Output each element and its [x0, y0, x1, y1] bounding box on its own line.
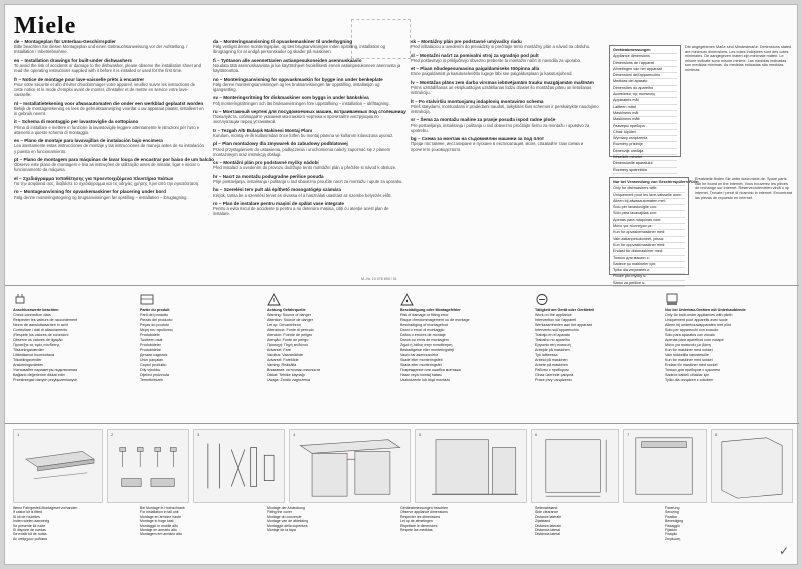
- strip-row: Apenas para aparelhos com rodapé: [665, 338, 724, 342]
- strip-row: Díly výrobku: [140, 368, 161, 372]
- strip-row: Skada eller monteringsfel: [400, 363, 442, 367]
- footer-row: Στερέωση: [665, 536, 681, 541]
- entry-heading: tr – Tezgah Altı Bulaşık Makinesi Montaj Planı: [213, 127, 313, 133]
- strip-row: Trabalho no aparelho: [535, 338, 570, 342]
- strip-row: Neem de aansluitwaarden in acht: [13, 323, 68, 327]
- entry-text: Για την ασφάλειά σας, διαβάστε το σχεδιάγραμμα και τις οδηγίες χρήσης πριν από την εγκατάσταση.: [14, 180, 200, 186]
- work-strip: [535, 308, 655, 383]
- footer-note-3: [267, 506, 387, 532]
- language-entry: [14, 189, 204, 199]
- compatibility-row: Nur bei Verwendung von Geschirrspülern Fülle:: [613, 180, 685, 186]
- language-entry: [213, 174, 403, 184]
- entry-heading: et – Plaan nõudepesumasina paigaldamiseks tööpinna alla: [411, 66, 540, 72]
- strip-row: Prace przy urządzeniu: [535, 378, 572, 382]
- language-entry: [213, 201, 403, 217]
- footer-row: Seitenabstand: [535, 506, 558, 510]
- entry-text: To avoid the risk of accidents or damage to the dishwasher, please observe the installation sheet and read the operating instructions supplied with it before it is installed or used for the first time.: [14, 63, 201, 74]
- connection-strip: [13, 308, 133, 383]
- strip-row: Observe os valores de ligação: [13, 338, 63, 342]
- footer-row: Rispettare le dimensioni: [400, 523, 438, 528]
- strip-row: Beschadiging of montagefout: [400, 323, 448, 327]
- strip-row: Attention: Source de danger: [267, 318, 313, 322]
- entry-text: Преди поставяне, инсталиране и пускане в експлоатация, моля, спазвайте тази схема и прочетете ръководството.: [411, 141, 584, 152]
- strip-row: Varning: Riskkälla: [267, 363, 297, 367]
- strip-row: Arbejde på maskinen: [535, 348, 570, 352]
- power-plug-icon: [13, 293, 27, 306]
- strip-row: Varoitus: Vaaranlähde: [267, 353, 303, 357]
- entry-text: Pentru a evita riscul de accidente și pentru a nu deteriora mașina, citiți cu atenție acest plan de instalare.: [213, 206, 389, 217]
- footer-row: Respete las medidas: [400, 528, 433, 533]
- footer-row: Montaggio in mobile alto: [140, 523, 178, 528]
- dimension-row: Rozmery spotrebiča: [613, 168, 677, 174]
- strip-row: Danos ou erros de montagem: [400, 338, 449, 342]
- strip-row: Bağlantı değerlerine dikkat edin: [13, 373, 65, 377]
- entry-heading: pl – Plan montażowy dla zmywarek do zabudowy podblatowej: [213, 141, 348, 147]
- entry-heading: fi – Työtason alle asennettavien astianpesukoneiden asennuskaavio: [213, 57, 362, 63]
- strip-row: Beschädigung oder Montagefehler: [400, 308, 461, 312]
- entry-heading: de – Montageplan für Unterbau-Geschirrspüler: [14, 39, 116, 44]
- strip-row: Εργασία στη συσκευή: [535, 343, 571, 347]
- footer-row: Montagem em armário alto: [140, 532, 182, 537]
- strip-row: Uniquement pour appareils avec socle: [665, 318, 728, 322]
- brand-logo: Miele: [14, 13, 77, 39]
- entry-heading: sr – Šema za montažu mašine za pranje posuđa ispod radne ploče: [411, 117, 556, 123]
- entry-heading: ro – Montageanvisning för opvaskemaskiner for placering under bord: [14, 189, 166, 195]
- strip-row: Endast för maskiner med sockel: [665, 363, 718, 367]
- footer-note-5: [535, 506, 655, 537]
- entry-heading: nl – Installatietekening voor afwasautomaten die onder een werkblad geplaatst worden: [14, 100, 204, 106]
- dimension-row: Appliance dimensions: [613, 54, 677, 60]
- language-entry: [14, 77, 204, 98]
- strip-row: Kun for maskiner med sokkel: [665, 348, 713, 352]
- strip-row: Повреждение или ошибка монтажа: [400, 368, 461, 372]
- warning-strip: [267, 308, 387, 383]
- language-entry: [411, 117, 601, 133]
- strip-row: Produktdelar: [140, 348, 161, 352]
- strip-row: Respecter les valeurs de raccordement: [13, 318, 78, 322]
- strip-row: Only for built-under appliances with plinth: [665, 313, 733, 317]
- language-entry: [14, 138, 204, 154]
- strip-row: Produktdele: [140, 333, 160, 337]
- language-entry: [14, 176, 204, 186]
- footer-row: Bei Montage in Hochschrank: [140, 506, 185, 510]
- language-entry: [14, 39, 204, 55]
- footer-row: Side clearance: [535, 510, 559, 515]
- warning-icon: [267, 293, 281, 306]
- language-entry: [213, 160, 403, 170]
- installation-sheet: [4, 4, 798, 565]
- footer-row: Fixação: [665, 532, 678, 537]
- strip-row: Przestrzegać danych przyłączeniowych: [13, 378, 78, 382]
- strip-row: Advarsel: Fare: [267, 348, 291, 352]
- strip-row: Solo per apparecchi con zoccolo: [665, 328, 719, 332]
- strip-row: Μόνο για συσκευές με βάση: [665, 343, 711, 347]
- entry-text: Pirms uzstādīšanas un ekspluatācijas uzsākšanas lūdzu izlasiet šo montāžas plānu un lietošanas instrukciju.: [411, 84, 592, 96]
- strip-row: Trabajo en el aparato: [535, 333, 570, 337]
- compatibility-row: Sólo para lavavajillas con:: [613, 211, 685, 217]
- strip-row: Vain sokkelilla varustetuille: [665, 353, 709, 357]
- footer-row: Bevestiging: [665, 519, 684, 524]
- entry-heading: sv – Monteringsritning för diskmaskiner som byggs in under bänkskiva: [213, 95, 369, 101]
- entry-text: Pour votre sécurité et afin d'éviter d'endommager votre appareil, veuillez suivre les instructions de cette notice et le mode d'emploi avant de monter, d'installer et de mettre en service votre lave-vaisselle.: [14, 81, 196, 98]
- footer-row: Αν υπάρχουν ροδάκια: [13, 536, 48, 541]
- entry-text: Pre postavljanja, instaliranja i puštanja u rad obavezno pročitajte šemu za montažu i uputstvo za upotrebu.: [411, 122, 590, 133]
- strip-row: Piezas del producto: [140, 318, 173, 322]
- entry-text: Lea atentamente estas instrucciones de montaje y las instrucciones de manejo antes de su instalación y puesta en funcionamiento.: [14, 143, 204, 154]
- document-code: M.-Nr. 10 078 690 / 01: [361, 277, 397, 281]
- language-entry: [213, 39, 403, 55]
- entry-text: Følg venligst denne monteringsplan, og læs brugsanvisningen inden opstilling, installation og ibrugtagning for at undgå personskader og skader på maskinen.: [213, 44, 386, 55]
- entry-text: Prije postavljanja, instaliranja i puštanja u rad obavezno proučite nacrt za montažu i upute za uporabu.: [213, 178, 403, 184]
- dimension-row: Rozměry přístroje: [613, 142, 677, 148]
- entry-text: Pred postavitvijo in priključitvijo obvezno preberite ta montažni načrt in navodila za uporabo.: [411, 57, 582, 63]
- entry-heading: ru – Монтажный чертеж для посудомоечных машин, встраиваемых под столешницу: [213, 108, 406, 114]
- damage-icon: [400, 293, 414, 306]
- strip-row: Alleen bij onderbouwapparaten met plint: [665, 323, 731, 327]
- entry-text: Prima di installare e mettere in funzione la lavastoviglie leggere attentamente le istruzioni per l'uso e attenersi a questo schema di montaggio.: [14, 124, 200, 135]
- dimension-row: Laitteen mitat: [613, 105, 677, 111]
- checkmark-icon: ✓: [778, 544, 789, 558]
- divider-line: [5, 285, 799, 286]
- footer-row: Fissaggio: [665, 523, 680, 528]
- entry-heading: it – Schema di montaggio per lavastoviglie da sottopiano: [14, 119, 139, 125]
- pictogram-number: 1: [17, 432, 20, 437]
- language-entry: [213, 58, 403, 74]
- strip-row: Anslutningsvärden: [13, 363, 44, 367]
- entry-text: Před instalací a uvedením do provozu dodržujte tento montážní plán a přečtěte si návod k obsluze.: [213, 165, 397, 171]
- footer-row: Zijafstand: [535, 519, 551, 524]
- parts-icon: [140, 293, 154, 306]
- entry-text: Följ monteringsritningen och läs bruksanvisningen före uppställning – installation – idrifttagning.: [213, 100, 390, 106]
- pictogram-number: 8: [715, 432, 718, 437]
- strip-row: Produktdeler: [140, 343, 161, 347]
- strip-row: Tuotteen osat: [140, 338, 163, 342]
- language-column-3: [411, 39, 601, 155]
- pictogram-number: 5: [419, 432, 422, 437]
- strip-row: Учитывайте параметры подключения: [13, 368, 78, 372]
- strip-row: Работы с прибором: [535, 368, 569, 372]
- damage-strip: [400, 308, 525, 383]
- entry-heading: lv – Montāžas plāns zem darba virsmas iebūvējamām trauku mazgājamām mašīnām: [411, 79, 594, 85]
- entry-heading: da – Monteringsanvisning til opvaskemaskiner til underbygning: [213, 39, 353, 44]
- language-entry: [14, 101, 204, 117]
- entry-heading: en – Installation drawings for built-under dishwashers: [14, 57, 132, 63]
- dimensions-box: [609, 45, 681, 172]
- compatibility-row: Alleen bij afwasautomaten met:: [613, 199, 685, 205]
- dimension-row: Διαστάσεις της συσκευής: [613, 92, 677, 98]
- language-entry: [14, 58, 204, 74]
- dimension-row: Dimensiunile aparatului: [613, 161, 677, 167]
- strip-row: Dikkat: Tehlike kaynağı: [267, 373, 305, 377]
- entry-text: Følg denne monteringstegning og brugsanvisningen før opstilling – installation – ibrugtagning.: [14, 194, 188, 200]
- footer-row: Fixierung: [665, 506, 680, 510]
- strip-row: Προσοχή: Πηγή κινδύνου: [267, 343, 309, 347]
- strip-row: Dijelovi proizvoda: [140, 373, 169, 377]
- entry-text: Prieš statydami, montuodami ir pradėdami naudoti, laikykitės šios schemos ir perskaitykite naudojimo instrukciją.: [411, 103, 599, 114]
- footer-row: Distance latérale: [535, 514, 562, 519]
- dimension-row: Medidas del aparato: [613, 79, 677, 85]
- pictogram-side: [711, 429, 793, 503]
- dimension-row: Wymiary urządzenia: [613, 136, 677, 142]
- footer-row: Wenn Fahrgestell-Montageset vorhanden: [13, 506, 78, 510]
- entry-heading: es – Plano de montaje para lavavajillas de instalación bajo encimera: [14, 138, 163, 144]
- strip-row: Peças do produto: [140, 323, 169, 327]
- compatibility-box: [609, 177, 700, 285]
- entry-heading: pt – Plano de montagem para máquinas de lavar louça de encastrar por baixo de um balcão: [14, 156, 214, 162]
- footer-row: Si dispone de ruedas: [13, 528, 46, 533]
- strip-row: Hasar veya montaj hatası: [400, 373, 442, 377]
- language-entry: [411, 53, 601, 63]
- pictogram-number: 6: [535, 432, 538, 437]
- compatibility-row: Kun for opvaskemaskiner med:: [613, 230, 685, 236]
- strip-row: Intervento sull'apparecchio: [535, 328, 579, 332]
- strip-row: Tilslutningsværdier: [13, 348, 44, 352]
- strip-row: Työ laitteessa: [535, 353, 558, 357]
- strip-row: Uwaga: Źródło zagrożenia: [267, 378, 311, 382]
- dimension-row: Készülék méretei: [613, 155, 677, 161]
- compatibility-row: Solo per lavastoviglie con:: [613, 205, 685, 211]
- strip-row: Atenção: Fonte de perigo: [267, 338, 309, 342]
- strip-row: Risque d'endommagement ou de montage: [400, 318, 470, 322]
- strip-row: Kun for maskiner med sokkel: [665, 358, 713, 362]
- strip-row: Daños o errores de montaje: [400, 333, 446, 337]
- language-entry: [411, 39, 601, 49]
- strip-row: Vaurio tai asennusvirhe: [400, 353, 439, 357]
- compatibility-row: Apenas para máquinas com:: [613, 218, 685, 224]
- pictogram-front: [623, 429, 707, 503]
- compatibility-row: Samo za perilice s:: [613, 281, 685, 287]
- footer-row: Fijación: [665, 528, 678, 533]
- spare-parts-note: Ersatzteile finden Sie unter www.miele.de. Spare parts can be found on the Internet. Vous trouverez les pièces de rechange sur Internet. Reserveonderdelen vindt u op internet. Trovate i pezzi di ricambio in internet. Encontrará las piezas de repuesto en internet.: [695, 177, 793, 200]
- strip-row: Sadece kaideli cihazlar için: [665, 373, 710, 377]
- language-entry: [213, 141, 403, 157]
- strip-row: Risk of damage or fitting error: [400, 313, 449, 317]
- strip-row: Achtung Gefahrquelle: [267, 308, 306, 312]
- footer-row: Montaggio della copertura: [267, 523, 308, 528]
- footer-row: Montage in hoge kast: [140, 519, 174, 524]
- strip-row: Let op: Gevarenbron: [267, 323, 301, 327]
- footer-row: Se existir kit de rodas: [13, 532, 47, 537]
- footer-row: Montage du couvercle: [267, 514, 302, 519]
- footer-row: Fixation: [665, 514, 678, 519]
- strip-row: Atención: Fuente de peligro: [267, 333, 313, 337]
- language-entry: [213, 108, 406, 125]
- footer-row: If castor kit is fitted: [13, 510, 42, 515]
- compatibility-row: Endast för diskmaskiner med:: [613, 249, 685, 255]
- strip-row: Parti del prodotto: [140, 313, 169, 317]
- entry-text: Przed przystąpieniem do ustawienia, podłączenia i uruchomienia należy zapoznać się z planem montażowym oraz instrukcją obsługi.: [213, 146, 391, 157]
- footer-row: Montage der Abdeckung: [267, 506, 305, 510]
- footer-row: Let op de afmetingen: [400, 519, 433, 524]
- language-entry: [213, 128, 403, 138]
- strip-row: Детали изделия: [140, 353, 168, 357]
- entry-heading: hr – Nacrt za montažu podugradne perilice posuđa: [213, 173, 324, 179]
- pictogram-number: 4: [293, 432, 296, 437]
- footer-note-2: [140, 506, 260, 537]
- footer-note-6: [665, 506, 785, 541]
- dimension-row: Dimenzije uređaja: [613, 149, 677, 155]
- strip-row: Części produktu: [140, 363, 167, 367]
- language-entry: [411, 66, 601, 76]
- language-entry: [411, 99, 601, 115]
- strip-row: Uszkodzenie lub błąd montażu: [400, 378, 451, 382]
- entry-heading: fr – Notice de montage pour lave-vaisselle prêts à encastrer: [14, 76, 145, 82]
- footer-row: For installation in tall unit: [140, 510, 179, 515]
- pictogram-dimensions: [531, 429, 619, 503]
- entry-heading: hu – Szerelési terv pult alá építhető mosogatógép számára: [213, 187, 341, 193]
- strip-row: Sólo para aparatos con zócalo: [665, 333, 715, 337]
- strip-row: Partie du produit: [140, 308, 170, 312]
- footer-row: Montaje de la tapa: [267, 528, 296, 533]
- language-column-1: [14, 39, 214, 203]
- pictogram-shelf: [13, 429, 103, 503]
- compatibility-row: Только для машин с:: [613, 256, 685, 262]
- entry-text: Bitte beachten Sie diesen Montageplan und einen Gebrauchsanweisung vor der Aufstellung. / Installation / Inbetriebnahme.: [14, 44, 188, 55]
- strip-row: Ζημιά ή λάθος στην τοποθέτηση: [400, 343, 453, 347]
- divider-line: [5, 423, 799, 424]
- pictogram-number: 7: [627, 432, 630, 437]
- entry-text: Kurulum, montaj ve ilk kullanımdan önce lütfen bu montaj planına ve kullanım kılavuzuna uyunuz.: [213, 132, 394, 138]
- entry-heading: sl – Montažni načrt za pomivalni stroj za vgradnjo pod pult: [411, 52, 539, 58]
- dimensions-note: Die angegebenen Maße sind Mindestmaße. Dimensions stated are minimum dimensions. Les cotes indiquées sont des cotes minimales. De aangegeven maten zijn minimale maten. Le misure indicate sono misure minime. Las medidas indicadas son medidas mínimas. As medidas indicadas são medidas mínimas.: [685, 45, 792, 72]
- strip-row: Controllare i dati di allacciamento: [13, 328, 68, 332]
- pictogram-tools: [193, 429, 285, 503]
- strip-row: Danni o errori di montaggio: [400, 328, 445, 332]
- footer-row: Montage en armoire haute: [140, 514, 182, 519]
- strip-row: Cihaz üzerinde çalışma: [535, 373, 574, 377]
- footer-row: Se presente kit ruote: [13, 523, 46, 528]
- strip-row: Προσέξτε τις τιμές σύνδεσης: [13, 343, 60, 347]
- strip-row: Beskadigelse eller monteringsfejl: [400, 348, 454, 352]
- footer-row: Respecter les dimensions: [400, 514, 441, 519]
- strip-row: Skade eller monteringsfeil: [400, 358, 443, 362]
- entry-text: Noudata tätä asennuskaaviota ja lue käyttöohjeet huolellisesti ennen astianpesukoneen asennusta ja käyttöönottoa.: [213, 63, 401, 74]
- parts-strip: [140, 308, 260, 383]
- entry-text: Пожалуйста, соблюдайте указания монтажного чертежа и прочитайте инструкцию по эксплуатации перед установкой.: [213, 114, 379, 125]
- strip-row: Tätigkeit am Gerät oder Geräteteil: [535, 308, 595, 312]
- pictogram-number: 2: [111, 432, 114, 437]
- strip-row: ¡Respete los valores de conexión!: [13, 333, 69, 337]
- plinth-icon: [665, 293, 679, 306]
- dimension-row: Maskinens mått: [613, 117, 677, 123]
- pictogram-leveling: [415, 429, 527, 503]
- footer-row: Fitting the cover: [267, 510, 292, 515]
- entry-text: Pred inštaláciou a uvedením do prevádzky si prečítajte tento montážny plán a návod na obsluhu.: [411, 44, 591, 50]
- footer-row: Montage van de afdekking: [267, 519, 309, 524]
- strip-row: Только для приборов с цоколем: [665, 368, 720, 372]
- dimension-row: Maskinens mål: [613, 111, 677, 117]
- entry-heading: no – Monteringsanvisning for oppvaskmaskin for bygge inn under benkeplate: [213, 76, 383, 82]
- entry-heading: lt – Po stalviršiu montuojamų indaplovių montavimo schema: [411, 98, 544, 104]
- strip-row: Tylko dla urządzeń z cokołem: [665, 378, 714, 382]
- footer-row: Distancia lateral: [535, 528, 560, 533]
- language-entry: [213, 187, 403, 197]
- strip-row: Advarsel: Farekilde: [267, 358, 299, 362]
- strip-row: Nur bei Unterbau-Geräten mit Unterbaublende: [665, 308, 746, 312]
- compatibility-row: Only for dishwashers with:: [613, 186, 685, 192]
- pictogram-number: 3: [197, 432, 200, 437]
- entry-text: Kérjük, tartsa be a szerelési tervet és olvassa el a használati utasítást az üzembe helyezés előtt.: [213, 192, 392, 198]
- strip-row: Intervention sur l'appareil: [535, 318, 577, 322]
- plinth-strip: [665, 308, 793, 383]
- footer-row: Securing: [665, 510, 679, 515]
- footer-note-4: [400, 506, 525, 532]
- language-entry: [411, 136, 601, 152]
- dimension-row: Dimensioni dell'apparecchio: [613, 73, 677, 79]
- footer-row: Geräteabmessungen beachten: [400, 506, 449, 510]
- compatibility-row: Tylko dla zmywarek z:: [613, 268, 685, 274]
- strip-row: Ürün parçaları: [140, 358, 164, 362]
- compatibility-row: Pouze pro myčky s:: [613, 274, 685, 280]
- strip-row: Arbeid på maskinen: [535, 358, 568, 362]
- dimension-row: Apparatets mål: [613, 98, 677, 104]
- pictogram-screws: [107, 429, 189, 503]
- dimension-row: Geräteabmessungen: [613, 48, 677, 54]
- strip-row: Μέρη του προϊόντος: [140, 328, 174, 332]
- compatibility-row: Sadece şu makineler için:: [613, 262, 685, 268]
- language-entry: [14, 156, 214, 173]
- pictogram-cabinet-measure: [289, 429, 411, 503]
- footer-note-1: [13, 506, 133, 541]
- entry-heading: bg – Схема за монтаж на съдомиялни машини за под плот: [411, 136, 545, 142]
- dimension-row: Cihaz ölçüleri: [613, 130, 677, 136]
- strip-row: Warning: Source of danger: [267, 313, 311, 317]
- footer-row: Si kit de roulettes: [13, 514, 40, 519]
- entry-text: Bekijk de montagetekening en lees de gebruiksaanwijzing voordat u uw apparaat plaatst, installeert en in gebruik neemt.: [14, 105, 204, 116]
- strip-row: Werkzaamheden aan het apparaat: [535, 323, 592, 327]
- language-entry: [14, 119, 204, 135]
- entry-heading: el – Σχεδιάγραμμα τοποθέτησης για προεντοιχιζόμενα πλυντήρια πιάτων: [14, 175, 174, 181]
- entry-text: Følg denne monteringsanvisningen og les bruksanvisningen før oppstilling, installasjon og igangsetting.: [213, 81, 380, 92]
- dimension-row: Размеры прибора: [613, 124, 677, 130]
- language-entry: [213, 95, 403, 105]
- footer-row: Observe appliance dimensions: [400, 510, 448, 515]
- strip-row: Attenzione: Fonte di pericolo: [267, 328, 314, 332]
- dimension-row: Dimensions de l'appareil: [613, 61, 677, 67]
- entry-text: Enne paigaldamist ja kasutuselevõttu lugege läbi see paigaldusplaan ja kasutusjuhend.: [411, 71, 573, 77]
- hand-tool-icon: [535, 293, 549, 306]
- language-entry: [213, 77, 403, 93]
- strip-row: Check connection data: [13, 313, 51, 317]
- compatibility-row: Μόνο για πλυντήρια με:: [613, 224, 685, 230]
- compatibility-row: Kun for oppvaskmaskiner med:: [613, 243, 685, 249]
- footer-row: Distanza laterale: [535, 523, 562, 528]
- compatibility-row: Uniquement pour les lave-vaisselle avec:: [613, 193, 685, 199]
- compatibility-row: Vain astianpesukoneet, joissa:: [613, 237, 685, 243]
- strip-row: Work on the appliance: [535, 313, 572, 317]
- dimension-row: Dimensões do aparelho: [613, 86, 677, 92]
- footer-row: Distância lateral: [535, 532, 560, 537]
- dimension-row: Afmetingen van het apparaat: [613, 67, 677, 73]
- footer-row: Indien wielen aanwezig: [13, 519, 50, 524]
- footer-row: Montaje en armario alto: [140, 528, 177, 533]
- entry-heading: ro – Plan de instalare pentru mașini de spălat vase integrate: [213, 200, 344, 206]
- strip-row: Внимание: источник опасности: [267, 368, 321, 372]
- language-entry: [411, 80, 601, 96]
- language-column-2: [213, 39, 406, 220]
- strip-row: Liitäntäarvot huomioitava: [13, 353, 54, 357]
- entry-heading: sk – Montážny plán pre podstavné umývačky riadu: [411, 39, 522, 44]
- strip-row: Arbete på maskinen: [535, 363, 568, 367]
- strip-row: Tilkoblingsverdier: [13, 358, 42, 362]
- strip-row: Termékrészek: [140, 378, 163, 382]
- strip-row: Anschlusswerte beachten: [13, 308, 59, 312]
- entry-heading: cs – Montážní plán pro podstavné myčky nádobí: [213, 160, 319, 166]
- entry-text: Observe este plano de montagem e leia as instruções de utilização antes de instalar, ligar e iniciar o funcionamento da máquina.: [14, 162, 200, 173]
